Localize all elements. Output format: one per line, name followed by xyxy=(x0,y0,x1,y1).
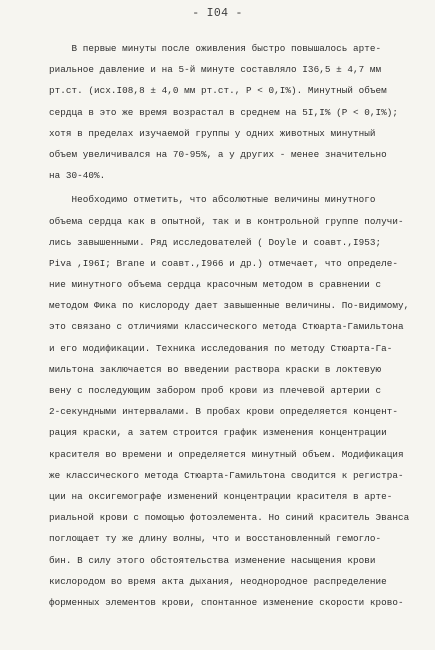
text-line: методом Фика по кислороду дает завышенные величины. По-видимому, xyxy=(49,300,410,312)
text-line: ции на оксигемографе изменений концентрации красителя в арте- xyxy=(49,490,393,502)
text-line: В первые минуты после оживления быстро повышалось арте- xyxy=(49,43,382,54)
text-line: поглощает ту же длину волны, что и восстановленный гемогло- xyxy=(49,533,382,545)
text-line: бин. В силу этого обстоятельства изменение насыщения крови xyxy=(49,554,376,566)
text-line: сердца в это же время возрастал в среднем на 5I,I% (P < 0,I%); xyxy=(49,106,398,118)
text-line: же классического метода Стюарта-Гамильтона сводится к регистра- xyxy=(49,469,404,481)
text-line: хотя в пределах изучаемой группы у одних животных минутный xyxy=(49,127,376,139)
text-line: форменных элементов крови, спонтанное изменение скорости крово- xyxy=(49,596,404,608)
text-line: лись завышенными. Ряд исследователей ( Doyle и соавт.,I953; xyxy=(49,236,382,248)
paragraph-1 xyxy=(49,38,421,186)
text-line: ние минутного объема сердца красочным методом в сравнении с xyxy=(49,279,382,291)
body-text xyxy=(49,38,421,613)
text-line: риальной крови с помощью фотоэлемента. Но синий краситель Эванса xyxy=(49,512,410,524)
text-line: рация краски, а затем строится график изменения концентрации xyxy=(49,427,387,439)
text-line: это связано с отличиями классического метода Стюарта-Гамильтона xyxy=(49,321,404,333)
text-line: вену с последующим забором проб крови из плечевой артерии с xyxy=(49,385,382,396)
text-line: мильтона заключается во введении раствора краски в локтевую xyxy=(49,363,382,375)
text-line: риальное давление и на 5-й минуте составляло I36,5 ± 4,7 мм xyxy=(49,64,382,76)
page-number: - I04 - xyxy=(192,7,243,20)
paragraph-2 xyxy=(49,189,421,613)
text-line: Необходимо отметить, что абсолютные величины минутного xyxy=(49,194,376,206)
text-line: кислородом во время акта дыхания, неоднородное распределение xyxy=(49,575,387,587)
text-line: красителя во времени и определяется минутный объем. Модификация xyxy=(49,448,404,460)
text-line: и его модификации. Техника исследования по методу Стюарта-Га- xyxy=(49,342,393,354)
text-line: рт.ст. (исх.I08,8 ± 4,0 мм рт.ст., P < 0,I%). Минутный объем xyxy=(49,85,387,97)
text-line: 2-секундными интервалами. В пробах крови определяется концент- xyxy=(49,406,398,418)
text-line: объема сердца как в опытной, так и в контрольной группе получи- xyxy=(49,215,404,227)
text-line: Piva ,I96I; Brane и соавт.,I966 и др.) отмечает, что определе- xyxy=(49,257,398,269)
text-line: на 30-40%. xyxy=(49,170,106,182)
text-line: объем увеличивался на 70-95%, а у других - менее значительно xyxy=(49,148,387,160)
